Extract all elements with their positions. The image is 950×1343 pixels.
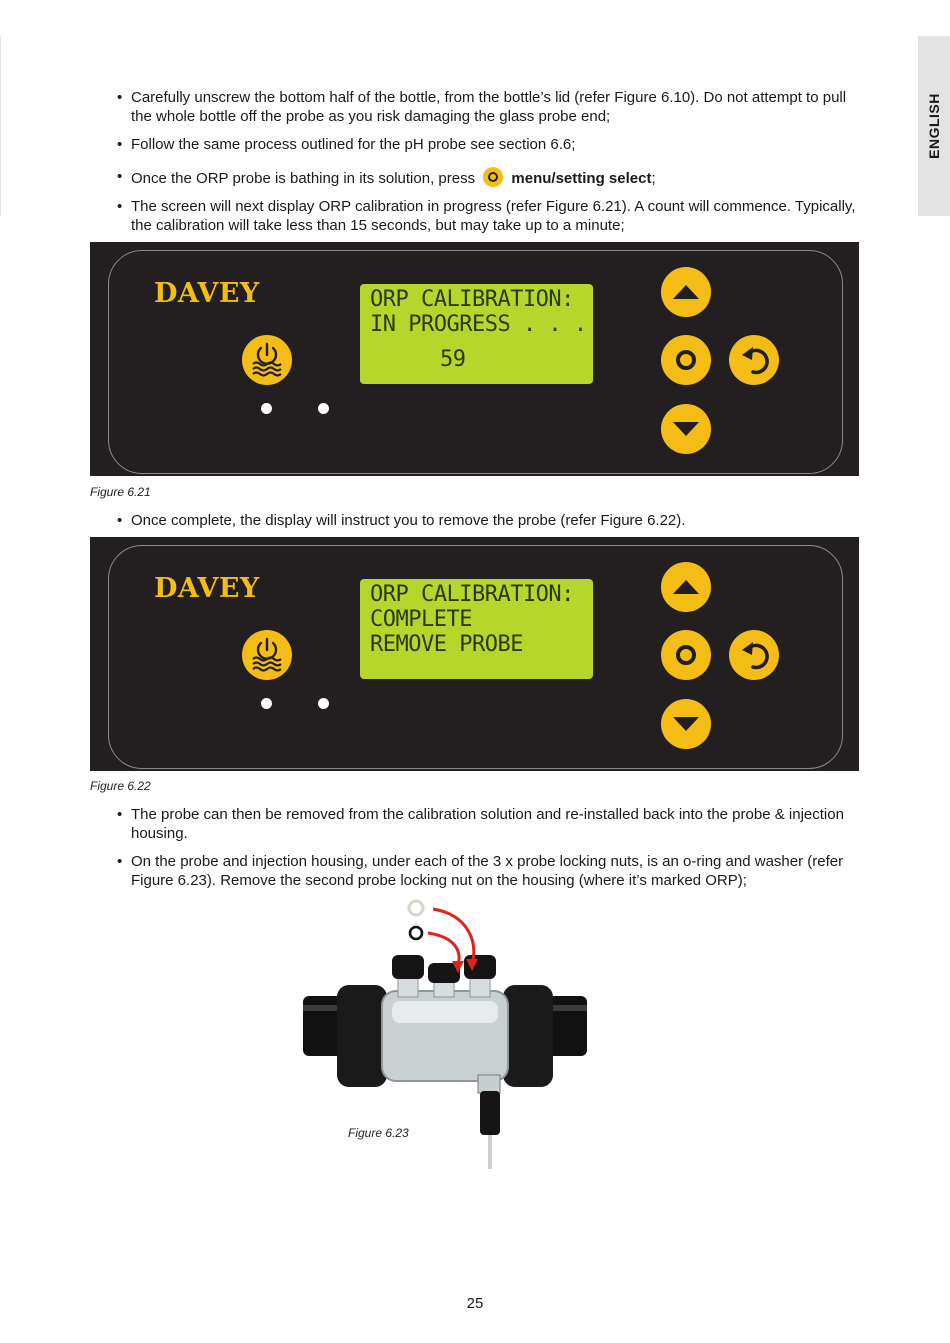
menu-setting-select-label: menu/setting select xyxy=(511,170,652,187)
back-arrow-icon xyxy=(729,335,779,385)
figure-caption: Figure 6.21 xyxy=(90,485,151,499)
arrow-up-icon xyxy=(661,562,711,612)
power-icon xyxy=(242,630,292,680)
red-arrow-icon xyxy=(428,933,459,965)
figure-caption: Figure 6.22 xyxy=(90,779,151,793)
probe-housing-illustration xyxy=(300,893,590,1173)
arrow-down-icon xyxy=(661,404,711,454)
power-pool-button[interactable] xyxy=(242,335,292,385)
list-item: • On the probe and injection housing, under each of the 3 x probe locking nuts, is an o-ring and washer (refer Figure 6.23). Remove the second probe locking nut on the housing (where it’s marked ORP); xyxy=(117,852,857,890)
back-button[interactable] xyxy=(729,630,779,680)
list-item: • Once complete, the display will instruct you to remove the probe (refer Figure 6.22). xyxy=(117,511,857,530)
back-button[interactable] xyxy=(729,335,779,385)
list-item: • Carefully unscrew the bottom half of the bottle, from the bottle’s lid (refer Figure 6.10). Do not attempt to pull the whole bottle off the probe as you risk damaging the glass probe end; xyxy=(117,88,857,126)
davey-logo: DAVEY xyxy=(154,278,260,309)
back-arrow-icon xyxy=(729,630,779,680)
margin-rule xyxy=(0,36,1,216)
lcd-line: IN PROGRESS . . . xyxy=(370,312,587,337)
status-led xyxy=(318,698,329,709)
power-pool-button[interactable] xyxy=(242,630,292,680)
arrow-down-icon xyxy=(661,699,711,749)
lcd-line: ORP CALIBRATION: xyxy=(370,287,574,312)
figure-caption: Figure 6.23 xyxy=(348,1126,409,1140)
up-button[interactable] xyxy=(661,267,711,317)
status-led xyxy=(261,403,272,414)
probe-locking-nut xyxy=(464,955,496,979)
down-button[interactable] xyxy=(661,404,711,454)
lcd-line: REMOVE PROBE xyxy=(370,632,523,657)
select-circle-icon xyxy=(661,630,711,680)
menu-select-icon xyxy=(483,167,503,187)
status-led xyxy=(318,403,329,414)
control-panel-figure-6-22 xyxy=(90,537,859,771)
list-item: • The screen will next display ORP calibration in progress (refer Figure 6.21). A count will commence. Typically, the calibration will take less than 15 seconds, but may take up to a minute; xyxy=(117,197,857,235)
lcd-line: ORP CALIBRATION: xyxy=(370,582,574,607)
o-ring-icon xyxy=(410,927,422,939)
select-circle-icon xyxy=(661,335,711,385)
probe-locking-nut xyxy=(392,955,424,979)
lcd-display xyxy=(360,579,593,679)
probe-housing-graphic xyxy=(300,893,590,1173)
status-led xyxy=(261,698,272,709)
instruction-list-bottom xyxy=(117,805,857,899)
control-panel-figure-6-21 xyxy=(90,242,859,476)
down-button[interactable] xyxy=(661,699,711,749)
list-item: • Once the ORP probe is bathing in its solution, press menu/setting select; xyxy=(117,167,857,188)
union-nut-right xyxy=(503,985,553,1087)
lcd-display xyxy=(360,284,593,384)
lcd-countdown: 59 xyxy=(440,347,466,372)
arrow-up-icon xyxy=(661,267,711,317)
injection-fitting xyxy=(480,1091,500,1135)
menu-select-button[interactable] xyxy=(661,335,711,385)
up-button[interactable] xyxy=(661,562,711,612)
language-tab-label: ENGLISH xyxy=(926,93,942,159)
power-icon xyxy=(242,335,292,385)
instruction-list-top xyxy=(117,88,857,244)
davey-logo: DAVEY xyxy=(154,573,260,604)
lcd-line: COMPLETE xyxy=(370,607,472,632)
language-tab xyxy=(918,36,950,216)
list-item: • The probe can then be removed from the calibration solution and re-installed back into the probe & injection housing. xyxy=(117,805,857,843)
page-number: 25 xyxy=(466,1295,484,1312)
list-item: • Follow the same process outlined for the pH probe see section 6.6; xyxy=(117,135,857,154)
union-nut-left xyxy=(337,985,387,1087)
washer-icon xyxy=(409,901,423,915)
menu-select-button[interactable] xyxy=(661,630,711,680)
instruction-list-mid xyxy=(117,511,857,539)
